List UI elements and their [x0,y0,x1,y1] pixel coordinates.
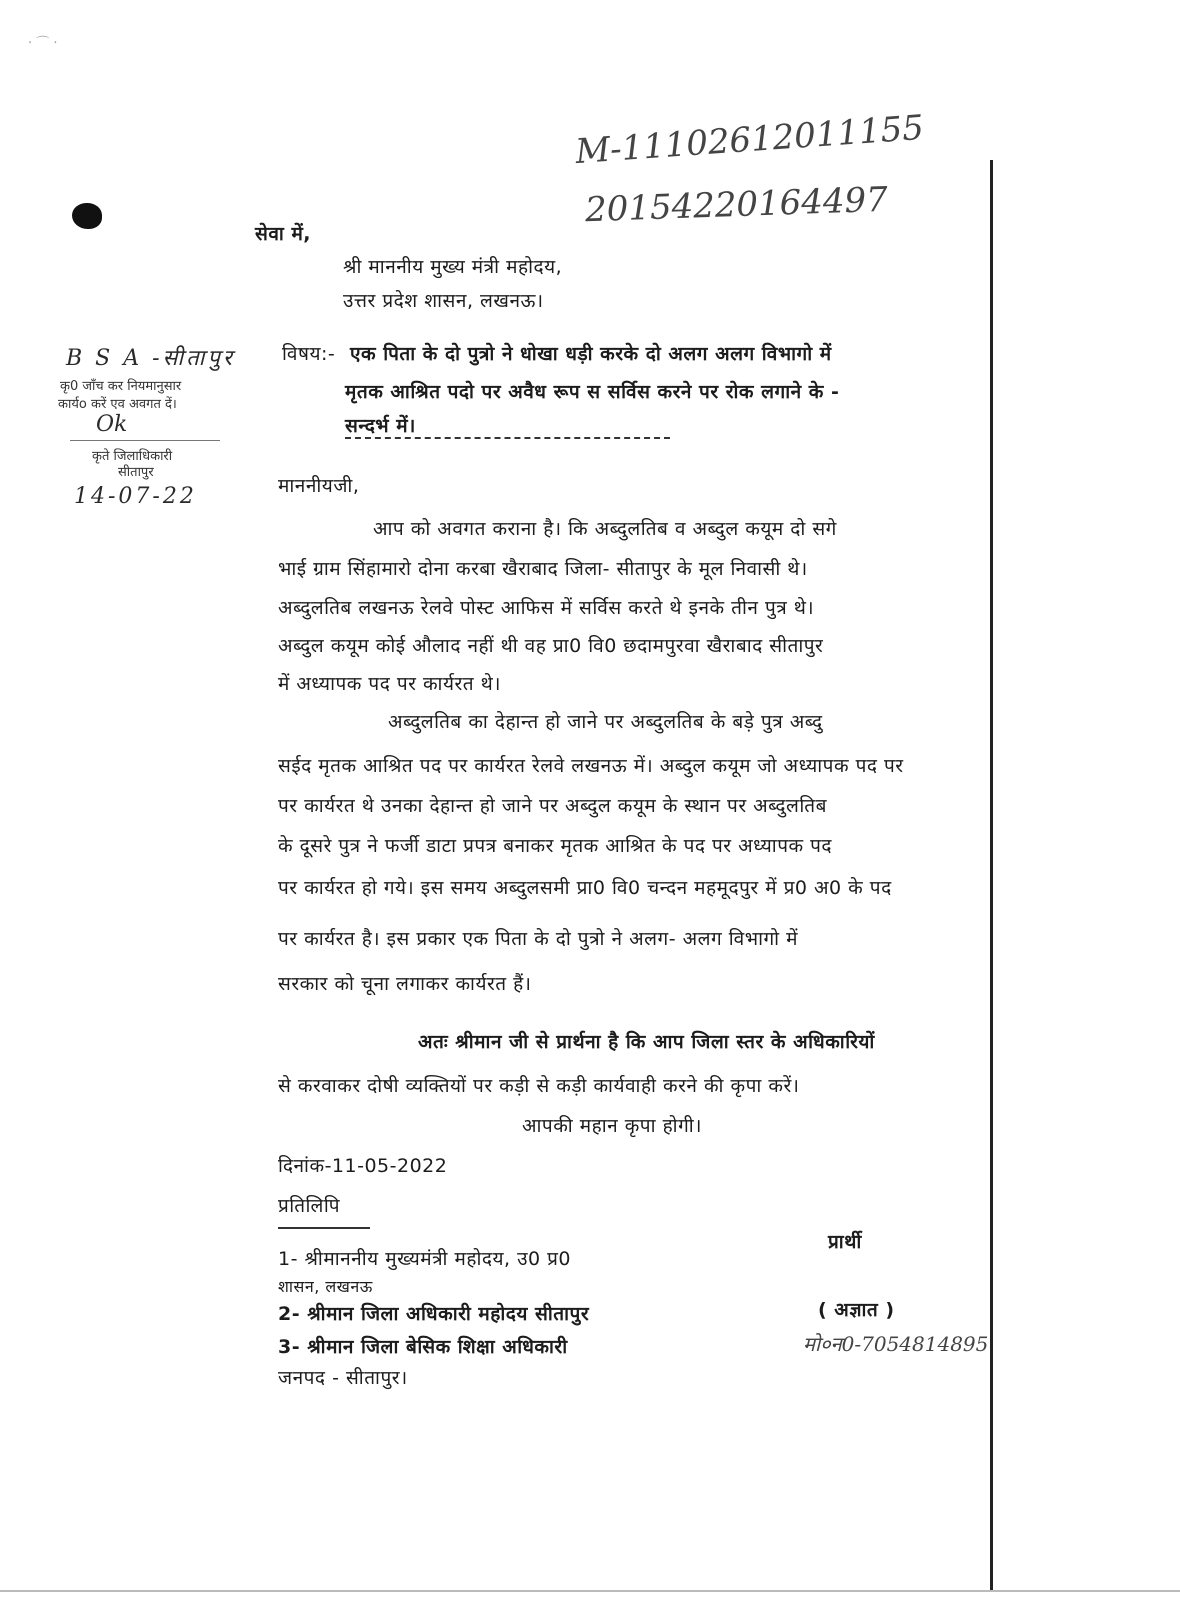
subject-label: विषय:- [282,343,336,365]
bsa-note: B S A -सीतापुर [66,346,235,371]
copies-underline [278,1227,370,1229]
applicant-mobile: मो०न0-7054814895 [803,1332,989,1356]
applicant-name: ( अज्ञात ) [818,1299,895,1321]
subject-line-2: मृतक आश्रित पदो पर अवैध रूप स सर्विस करने पर रोक लगाने के - [345,381,840,403]
copy-line: 1- श्रीमाननीय मुख्यमंत्री महोदय, उ0 प्र0 [278,1248,572,1270]
handwritten-ref-code: M-11102612011155 [574,107,926,173]
copy-line: 2- श्रीमान जिला अधिकारी महोदय सीतापुर [278,1303,590,1325]
scan-specks: · ⌒ · [28,36,58,51]
body-line: अब्दुल कयूम कोई औलाद नहीं थी वह प्रा0 वि0 छदामपुरवा खैराबाद सीतापुर [278,635,824,657]
body-line: से करवाकर दोषी व्यक्तियों पर कड़ी से कड़ी कार्यवाही करने की कृपा करें। [278,1075,800,1097]
stamp-line-2: सीतापुर [118,465,154,480]
body-line: सईद मृतक आश्रित पद पर कार्यरत रेलवे लखनऊ में। अब्दुल कयूम जो अध्यापक पद पर [278,755,904,777]
scan-bottom-edge [0,1590,1180,1592]
body-line: के दूसरे पुत्र ने फर्जी डाटा प्रपत्र बनाकर मृतक आश्रित के पद पर अध्यापक पद [278,835,833,857]
endorsement-initials: Ok [96,412,128,437]
handwritten-ref-number: 20154220164497 [584,179,889,231]
recipient-line-2: उत्तर प्रदेश शासन, लखनऊ। [343,290,544,312]
body-line: भाई ग्राम सिंहामारो दोना करबा खैराबाद जिला- सीतापुर के मूल निवासी थे। [278,558,808,580]
subject-line-1: एक पिता के दो पुत्रो ने धोखा धड़ी करके दो अलग अलग विभागो में [350,343,832,365]
body-line: पर कार्यरत थे उनका देहान्त हो जाने पर अब्दुल कयूम के स्थान पर अब्दुलतिब [278,795,827,817]
stamp-line-1: कृते जिलाधिकारी [92,449,173,464]
body-line: अब्दुलतिब का देहान्त हो जाने पर अब्दुलतिब के बड़े पुत्र अब्दु [388,711,823,733]
page-right-edge [990,160,993,1590]
copies-label: प्रतिलिपि [278,1195,341,1217]
body-line: में अध्यापक पद पर कार्यरत थे। [278,673,501,695]
body-line: सरकार को चूना लगाकर कार्यरत हैं। [278,973,532,995]
copy-line: शासन, लखनऊ [278,1277,373,1296]
body-line: अब्दुलतिब लखनऊ रेलवे पोस्ट आफिस में सर्विस करते थे इनके तीन पुत्र थे। [278,597,815,619]
endorsement-line-1: कृ0 जाँच कर नियमानुसार [60,379,182,394]
stamp-rule [70,440,220,441]
copy-line: जनपद - सीतापुर। [278,1367,408,1389]
body-line: अतः श्रीमान जी से प्रार्थना है कि आप जिला स्तर के अधिकारियों [418,1031,875,1053]
copy-line: 3- श्रीमान जिला बेसिक शिक्षा अधिकारी [278,1336,568,1358]
body-line: पर कार्यरत हो गये। इस समय अब्दुलसमी प्रा0 वि0 चन्दन महमूदपुर में प्र0 अ0 के पद [278,877,892,899]
body-line: आपकी महान कृपा होगी। [522,1115,702,1137]
salutation-to: सेवा में, [255,223,312,245]
recipient-line-1: श्री माननीय मुख्य मंत्री महोदय, [343,256,563,278]
applicant-label: प्रार्थी [828,1231,862,1253]
body-line: आप को अवगत कराना है। कि अब्दुलतिब व अब्दुल कयूम दो सगे [373,518,837,540]
endorsement-line-2: कार्यo करें एव अवगत दें। [58,397,177,412]
ink-blot [72,203,102,229]
body-line: पर कार्यरत है। इस प्रकार एक पिता के दो पुत्रो ने अलग- अलग विभागो में [278,928,799,950]
endorsement-date: 14-07-22 [74,484,197,509]
letter-date: दिनांक-11-05-2022 [278,1155,448,1177]
subject-line-3: सन्दर्भ में। [345,415,416,437]
subject-underline [345,437,670,439]
greeting: माननीयजी, [278,475,360,497]
